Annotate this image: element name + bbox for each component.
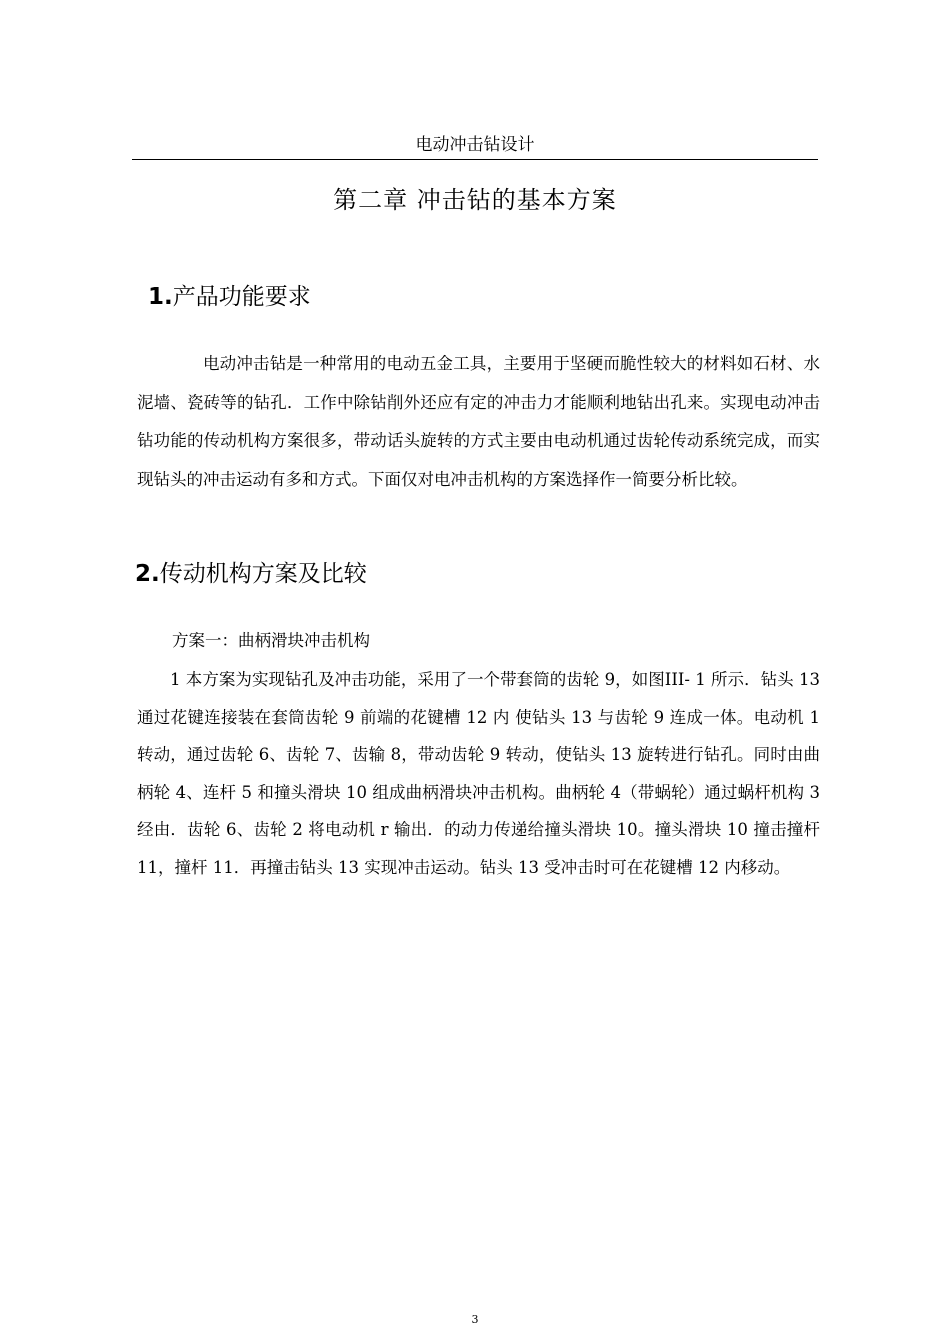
- section-title: 传动机构方案及比较: [159, 561, 367, 587]
- section-title: 产品功能要求: [172, 284, 311, 310]
- section-number: 1.: [148, 284, 173, 310]
- scheme-label: 方案一：曲柄滑块冲击机构: [172, 631, 370, 650]
- section-2-paragraph: 1 本方案为实现钻孔及冲击功能，采用了一个带套筒的齿轮 9，如图III- 1 所示．钻头 13 通过花键连接装在套筒齿轮 9 前端的花键槽 12 内 使钻头 13 与齿轮 9 连成一体。电动机 1 转动，通过齿轮 6、齿轮 7、齿输 8，带动齿轮 9 转动，使钻头 13 旋转进行钻孔。同时由曲柄轮 4、连杆 5 和撞头滑块 10 组成曲柄滑块冲击机构。曲柄轮 4（带蜗轮）通过蜗杆机构 3 经由．齿轮 6、齿轮 2 将电动机 r 输出．的动力传递给撞头滑块 10。撞头滑块 10 撞击撞杆 11，撞杆 11．再撞击钻头 13 实现冲击运动。钻头 13 受冲击时可在花键槽 12 内移动。: [137, 670, 820, 877]
- header-rule: [132, 159, 818, 160]
- section-1-paragraph: 电动冲击钻是一种常用的电动五金工具，主要用于坚硬而脆性较大的材料如石材、水泥墙、瓷砖等的钻孔．工作中除钻削外还应有定的冲击力才能顺利地钻出孔来。实现电动冲击钻功能的传动机构方案很多，带动话头旋转的方式主要由电动机通过齿轮传动系统完成，而实现钻头的冲击运动有多和方式。下面仅对电冲击机构的方案选择作一简要分析比较。: [137, 354, 820, 489]
- page-number: 3: [471, 1313, 479, 1326]
- section-heading-1: [148, 281, 311, 313]
- section-heading-2: [135, 558, 367, 590]
- running-header: 电动冲击钻设计: [415, 135, 535, 155]
- chapter-title: 第二章 冲击钻的基本方案: [333, 186, 617, 214]
- section-number: 2.: [135, 561, 160, 587]
